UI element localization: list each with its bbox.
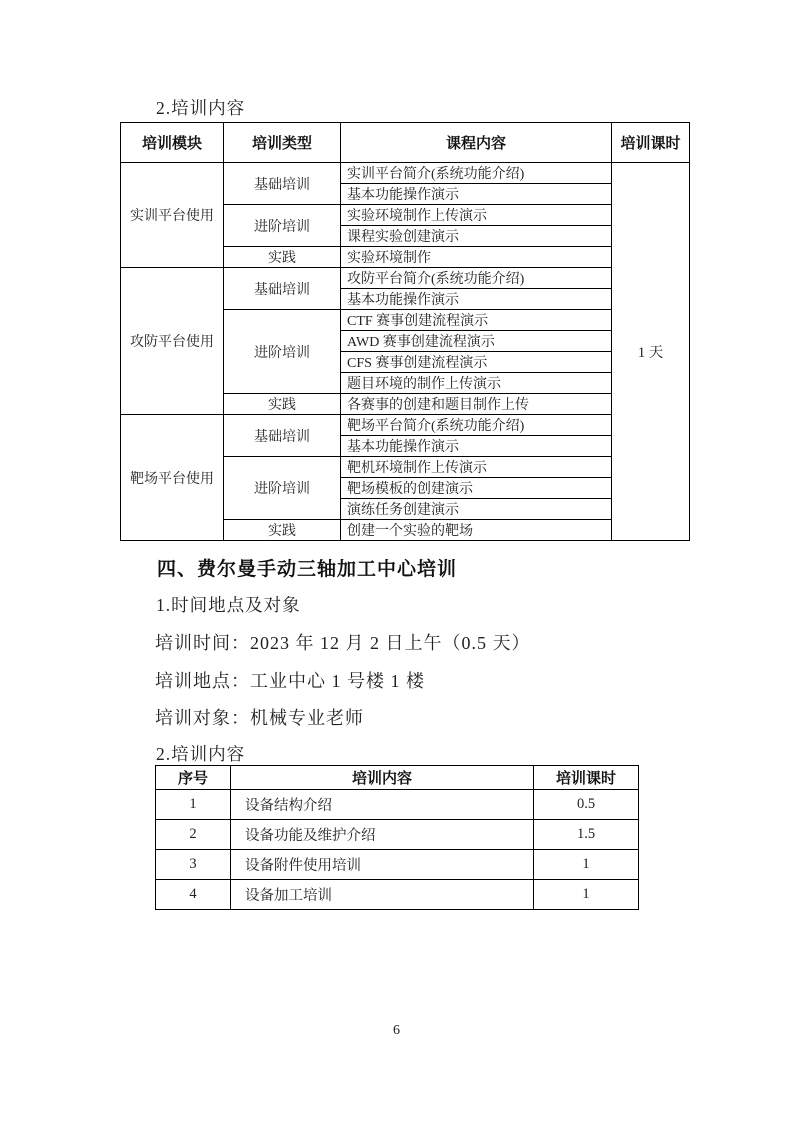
training-modules-table [120, 122, 690, 541]
course-cell: 创建一个实验的靶场 [341, 520, 612, 541]
table-row [121, 163, 690, 184]
machining-training-table [155, 765, 639, 910]
table-row [156, 820, 639, 850]
header-cell-no: 序号 [156, 766, 231, 790]
content-cell: 设备加工培训 [231, 880, 534, 910]
course-cell: CFS 赛事创建流程演示 [341, 352, 612, 373]
course-cell: 实验环境制作上传演示 [341, 205, 612, 226]
module-cell: 攻防平台使用 [121, 268, 224, 415]
course-cell: 各赛事的创建和题目制作上传 [341, 394, 612, 415]
section-4-heading: 四、费尔曼手动三轴加工中心培训 [157, 559, 458, 580]
training-time-line: 培训时间：2023 年 12 月 2 日上午（0.5 天） [155, 633, 531, 653]
hours-cell: 1 [534, 850, 639, 880]
training-place-line: 培训地点：工业中心 1 号楼 1 楼 [155, 671, 425, 691]
course-cell: 攻防平台简介(系统功能介绍) [341, 268, 612, 289]
section-2-heading-platform: 2.培训内容 [156, 98, 246, 118]
no-cell: 1 [156, 790, 231, 820]
section-2-heading-machining: 2.培训内容 [156, 744, 246, 764]
course-cell: 实训平台简介(系统功能介绍) [341, 163, 612, 184]
course-cell: 靶机环境制作上传演示 [341, 457, 612, 478]
content-cell: 设备结构介绍 [231, 790, 534, 820]
type-cell: 进阶培训 [224, 457, 341, 520]
course-cell: CTF 赛事创建流程演示 [341, 310, 612, 331]
type-cell: 基础培训 [224, 163, 341, 205]
hours-cell: 0.5 [534, 790, 639, 820]
course-cell: 课程实验创建演示 [341, 226, 612, 247]
header-cell-type: 培训类型 [224, 123, 341, 163]
content-cell: 设备功能及维护介绍 [231, 820, 534, 850]
type-cell: 实践 [224, 247, 341, 268]
course-cell: 基本功能操作演示 [341, 436, 612, 457]
hours-cell: 1.5 [534, 820, 639, 850]
type-cell: 进阶培训 [224, 310, 341, 394]
course-cell: 基本功能操作演示 [341, 289, 612, 310]
hours-cell: 1 天 [612, 163, 690, 541]
course-cell: 题目环境的制作上传演示 [341, 373, 612, 394]
header-cell-module: 培训模块 [121, 123, 224, 163]
course-cell: 基本功能操作演示 [341, 184, 612, 205]
table-row [121, 268, 690, 289]
no-cell: 4 [156, 880, 231, 910]
table-row [121, 415, 690, 436]
module-cell: 靶场平台使用 [121, 415, 224, 541]
table-row [156, 880, 639, 910]
no-cell: 3 [156, 850, 231, 880]
training-audience-line: 培训对象：机械专业老师 [155, 708, 364, 728]
course-cell: AWD 赛事创建流程演示 [341, 331, 612, 352]
table-header-row [121, 123, 690, 163]
type-cell: 进阶培训 [224, 205, 341, 247]
table-header-row [156, 766, 639, 790]
header-cell-course: 课程内容 [341, 123, 612, 163]
header-cell-hours: 培训课时 [534, 766, 639, 790]
course-cell: 演练任务创建演示 [341, 499, 612, 520]
table-row [156, 850, 639, 880]
page-number: 6 [393, 1023, 400, 1038]
course-cell: 靶场模板的创建演示 [341, 478, 612, 499]
course-cell: 靶场平台简介(系统功能介绍) [341, 415, 612, 436]
course-cell: 实验环境制作 [341, 247, 612, 268]
table-row [156, 790, 639, 820]
type-cell: 实践 [224, 394, 341, 415]
type-cell: 基础培训 [224, 268, 341, 310]
type-cell: 实践 [224, 520, 341, 541]
content-cell: 设备附件使用培训 [231, 850, 534, 880]
header-cell-hours: 培训课时 [612, 123, 690, 163]
module-cell: 实训平台使用 [121, 163, 224, 268]
no-cell: 2 [156, 820, 231, 850]
type-cell: 基础培训 [224, 415, 341, 457]
subsection-1-heading: 1.时间地点及对象 [156, 595, 301, 615]
hours-cell: 1 [534, 880, 639, 910]
header-cell-content: 培训内容 [231, 766, 534, 790]
